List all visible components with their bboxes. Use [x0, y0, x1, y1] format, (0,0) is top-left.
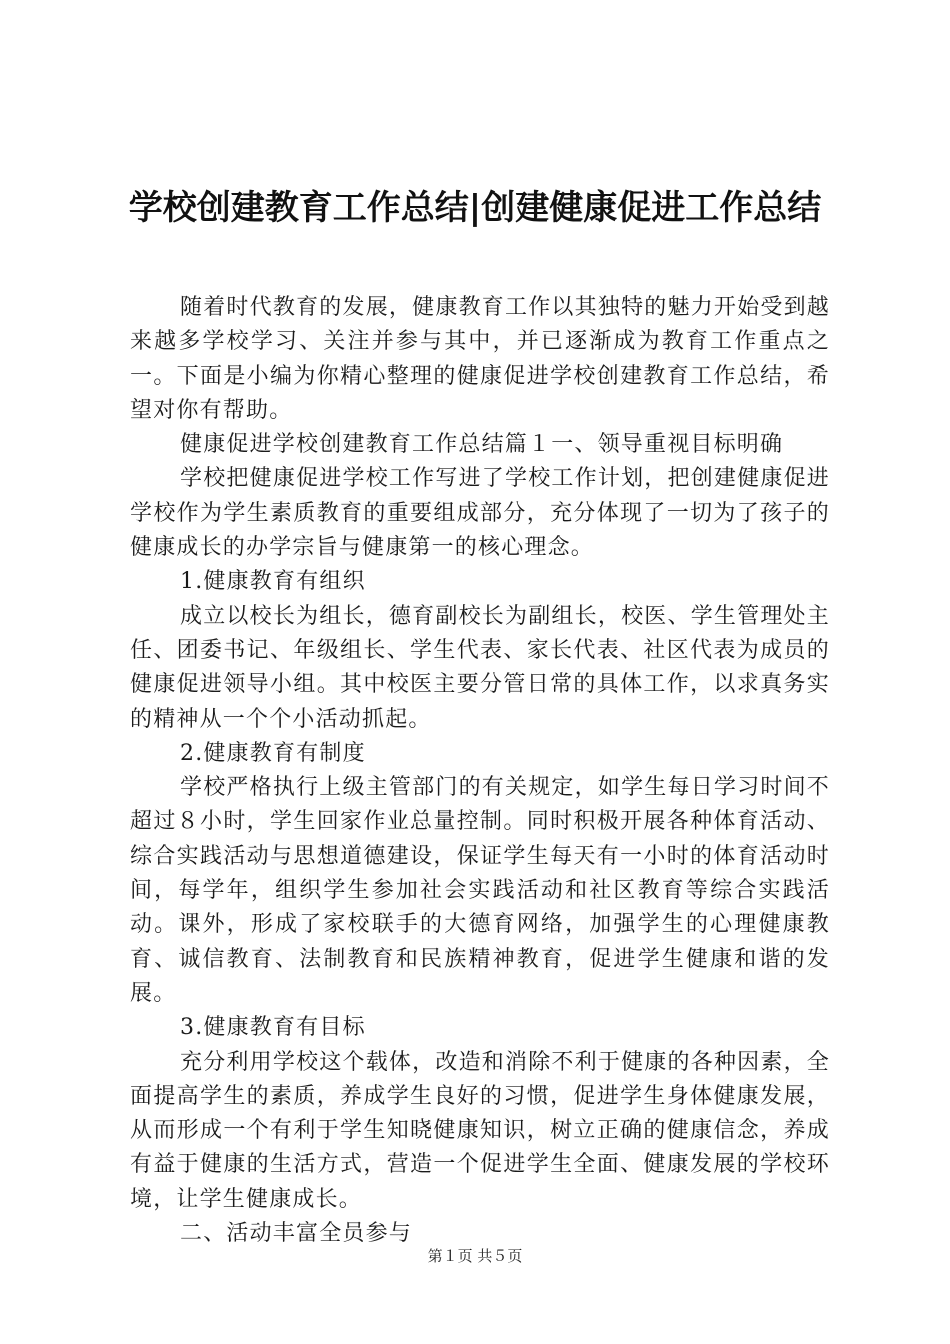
- paragraph-system: 学校严格执行上级主管部门的有关规定，如学生每日学习时间不超过８小时，学生回家作业总量控制。同时积极开展各种体育活动、综合实践活动与思想道德建设，保证学生每天有一小时的体育活动时间，每学年，组织学生参加社会实践活动和社区教育等综合实践活动。课外，形成了家校联手的大德育网络，加强学生的心理健康教育、诚信教育、法制教育和民族精神教育，促进学生健康和谐的发展。: [130, 775, 830, 1006]
- document-title: 学校创建教育工作总结|创建健康促进工作总结: [128, 188, 822, 228]
- paragraph-goal: 充分利用学校这个载体，改造和消除不利于健康的各种因素，全面提高学生的素质，养成学生良好的习惯，促进学生身体健康发展，从而形成一个有利于学生知晓健康知识，树立正确的健康信念，养成有益于健康的生活方式，营造一个促进学生全面、健康发展的学校环境，让学生健康成长。: [130, 1049, 830, 1212]
- paragraph-intro: 随着时代教育的发展，健康教育工作以其独特的魅力开始受到越来越多学校学习、关注并参与其中，并已逐渐成为教育工作重点之一。下面是小编为你精心整理的健康促进学校创建教育工作总结，希望对你有帮助。: [130, 295, 830, 423]
- page-number: 第１页 共５页: [427, 1247, 523, 1265]
- subheading-organization: 1.健康教育有组织: [180, 569, 366, 595]
- section-heading-activities: 二、活动丰富全员参与: [180, 1221, 413, 1247]
- paragraph-organization: 成立以校长为组长，德育副校长为副组长，校医、学生管理处主任、团委书记、年级组长、学生代表、家长代表、社区代表为成员的健康促进领导小组。其中校医主要分管日常的具体工作，以求真务实的精神从一个个小活动抓起。: [130, 603, 830, 732]
- paragraph-plan: 学校把健康促进学校工作写进了学校工作计划，把创建健康促进学校作为学生素质教育的重要组成部分，充分体现了一切为了孩子的健康成长的办学宗旨与健康第一的核心理念。: [130, 466, 830, 561]
- section-heading-leadership: 健康促进学校创建教育工作总结篇１一、领导重视目标明确: [180, 432, 784, 458]
- subheading-goal: 3.健康教育有目标: [180, 1015, 366, 1041]
- document-body: [130, 291, 830, 1251]
- subheading-system: 2.健康教育有制度: [180, 740, 366, 766]
